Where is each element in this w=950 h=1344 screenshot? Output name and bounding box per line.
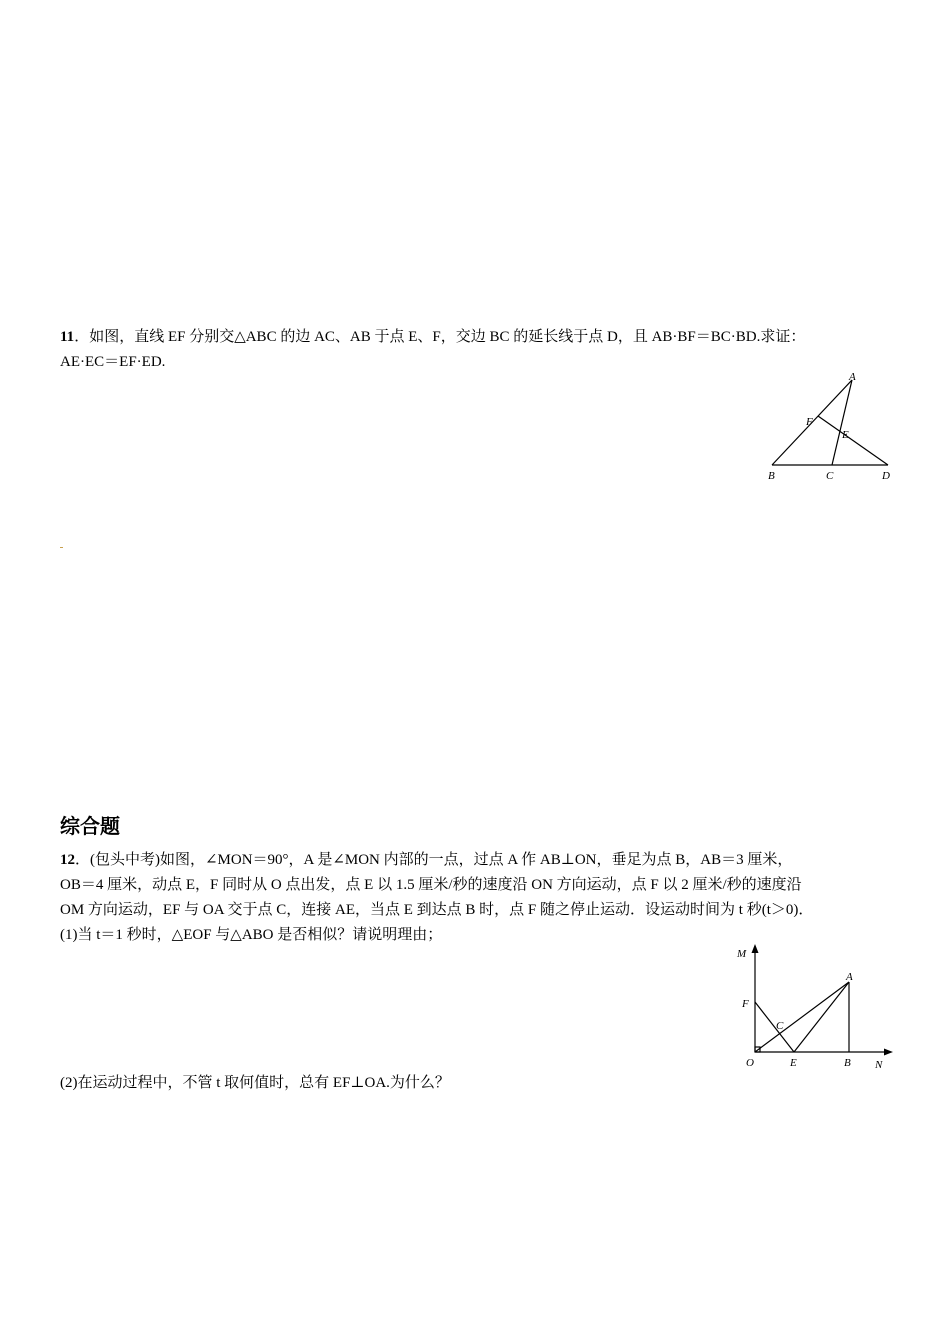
q12-line-3: OM 方向运动，EF 与 OA 交于点 C，连接 AE，当点 E 到达点 B 时，点 F 随之停止运动．设运动时间为 t 秒(t＞0)．: [60, 902, 814, 918]
q11-text-1: ．如图，直线 EF 分别交△ABC 的边 AC、AB 于点 E、F，交边 BC 的延长线于点 D，且 AB·BF＝BC·BD.求证：: [74, 329, 806, 345]
section-heading: 综合题: [60, 814, 120, 838]
stray-mark: [60, 547, 63, 548]
q11-line-2: AE·EC＝EF·ED.: [60, 354, 166, 370]
q12-number: 12: [60, 852, 75, 868]
q11-label-f: F: [806, 416, 813, 428]
q12-arrow-m: [752, 944, 759, 953]
q12-label-m: M: [737, 948, 747, 960]
q12-text-1: ．(包头中考)如图，∠MON＝90°，A 是∠MON 内部的一点，过点 A 作 AB⊥ON，垂足为点 B，AB＝3 厘米，: [75, 852, 793, 868]
q11-label-c: C: [826, 470, 834, 482]
q11-figure: [760, 370, 900, 485]
q12-label-b: B: [844, 1057, 851, 1069]
q11-segment-fd: [818, 416, 888, 465]
q12-part-2: (2)在运动过程中，不管 t 取何值时，总有 EF⊥OA.为什么？: [60, 1075, 450, 1091]
q12-part-1: (1)当 t＝1 秒时，△EOF 与△ABO 是否相似？请说明理由；: [60, 927, 443, 943]
q11-label-d: D: [882, 470, 890, 482]
q11-label-a: A: [849, 371, 856, 383]
q12-label-o: O: [746, 1057, 754, 1069]
q11-line-1: [60, 327, 805, 347]
q12-figure: [732, 940, 897, 1075]
q12-label-a: A: [846, 971, 853, 983]
q12-label-c: C: [776, 1020, 784, 1032]
q11-number: 11: [60, 329, 75, 345]
q12-label-f: F: [742, 998, 749, 1010]
q11-segment-ac: [832, 380, 852, 465]
q12-label-n: N: [875, 1059, 883, 1071]
q12-arrow-n: [884, 1049, 893, 1056]
q12-line-2: OB＝4 厘米，动点 E，F 同时从 O 点出发，点 E 以 1.5 厘米/秒的速度沿 ON 方向运动，点 F 以 2 厘米/秒的速度沿: [60, 877, 802, 893]
q12-line-1: [60, 850, 792, 870]
q11-label-e: E: [842, 429, 849, 441]
q12-label-e: E: [790, 1057, 797, 1069]
q11-label-b: B: [768, 470, 775, 482]
